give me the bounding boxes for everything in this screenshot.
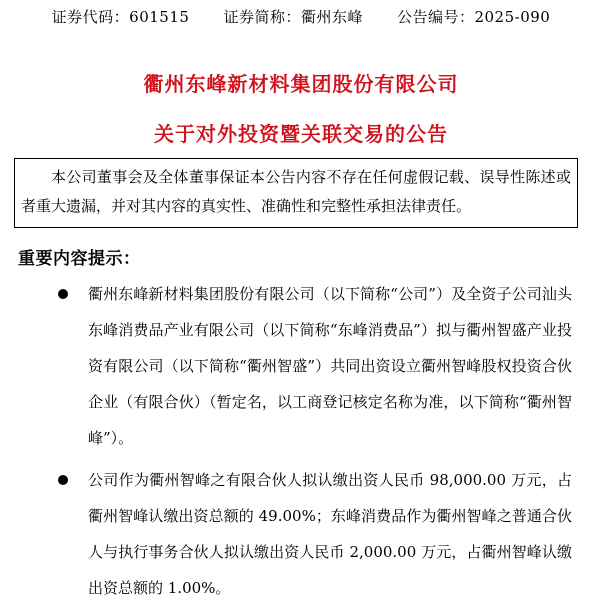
bullet-icon	[58, 475, 68, 485]
announcement-title: 关于对外投资暨关联交易的公告	[154, 122, 448, 146]
key-points-heading: 重要内容提示：	[18, 249, 141, 269]
announcement-number: 公告编号：2025-090	[396, 8, 551, 26]
company-title: 衢州东峰新材料集团股份有限公司	[143, 72, 459, 96]
stock-code: 证券代码：601515	[51, 8, 190, 26]
bullet-icon	[58, 289, 68, 299]
key-point-text: 公司作为衢州智峰之有限合伙人拟认缴出资人民币 98,000.00 万元，占衢州智峰认缴出资总额的 49.00%；东峰消费品作为衢州智峰之普通合伙人与执行事务合伙人拟认缴出资人民币 2,000.00 万元，占衢州智峰认缴出资总额的 1.00%。	[88, 471, 572, 597]
key-point-text: 衢州东峰新材料集团股份有限公司（以下简称“公司”）及全资子公司汕头东峰消费品产业有限公司（以下简称“东峰消费品”）拟与衢州智盛产业投资有限公司（以下简称“衢州智盛”）共同出资设立衢州智峰股权投资合伙企业（有限合伙）（暂定名，以工商登记核定名称为准，以下简称“衢州智峰”）。	[88, 285, 572, 447]
notice-text: 本公司董事会及全体董事保证本公告内容不存在任何虚假记载、误导性陈述或者重大遗漏，并对其内容的真实性、准确性和完整性承担法律责任。	[21, 168, 571, 215]
announcement-header	[0, 6, 602, 27]
board-guarantee-notice	[14, 158, 578, 228]
stock-short-name: 证券简称：衢州东峰	[223, 8, 363, 26]
